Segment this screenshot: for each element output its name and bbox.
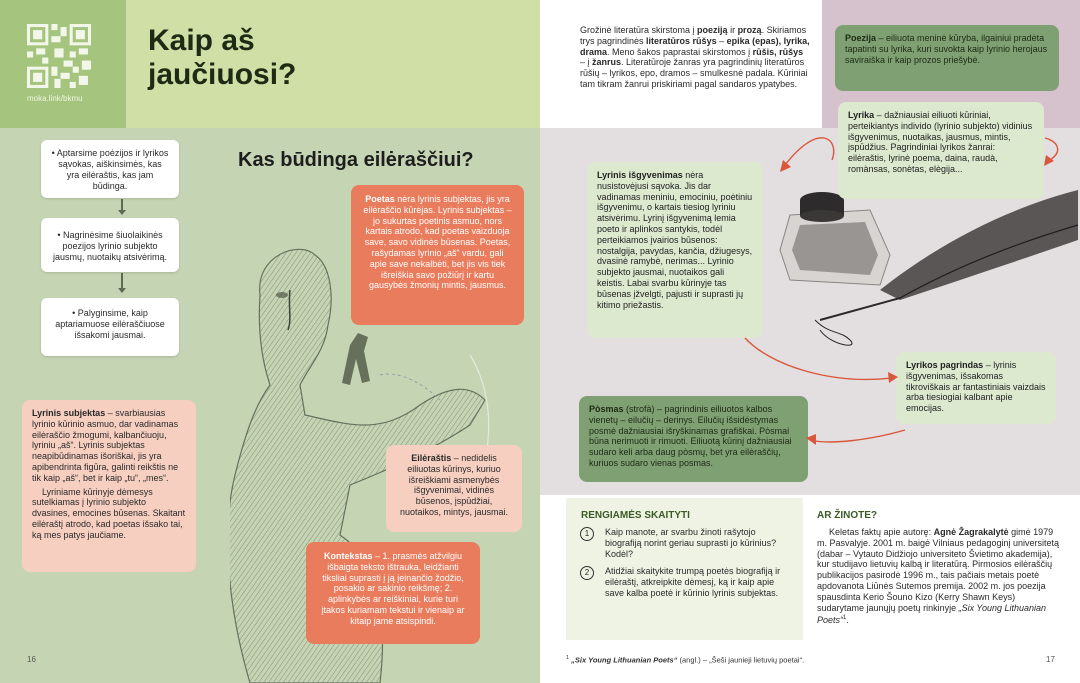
section-subtitle: Kas būdinga eilėraščiui? bbox=[238, 149, 474, 171]
lyrinis-isgyvenimas-card: Lyrinis išgyvenimas nėra nusistovėjusi sąvoka. Jis dar vadinamas meniniu, emociniu, poėtiniu išgyvenimu, o kartais tiesiog lyriniu atsivėrimu. Lyrinį išgyvenimą lemia poeto ir aplinkos santykis, todėl perteikiamos įvairios būsenos: nostalgija, pavydas, kančia, džiugesys, dvasinė ramybė, nerimas... Lyrinio subjekto jausmai, nuotaikos gali keistis. Labai svarbu kūrinyje tas būsenas įžvelgti, pajusti ir suprasti jų kitimo priežastis. bbox=[587, 162, 763, 338]
intro-paragraph: Grožinė literatūra skirstoma į poeziją ir prozą. Skiriamos trys pagrindinės literatūros rūšys – epika (epas), lyrika, drama. Meno šakos paprastai skirstomos į rūšis, rūšys – į žanrus. Literatūroje žanras yra pagrindinių literatūros rūšių – lyrikos, epo, dramos – smulkesnė padala. Kūriniai tam tikram žanrui priskiriami pagal sandaros ypatybes. bbox=[580, 25, 810, 89]
arrow-to-pagrindas bbox=[745, 338, 892, 379]
ar-zinote-text: Keletas faktų apie autorę: Agnė Žagrakalytė gimė 1979 m. Pasvalyje. 2001 m. baigė Vilniaus pedagoginį universitetą (dabar – Vytauto Didžiojo universiteto Švietimo akademija), kur studijavo lietuvių kalbą ir literatūrą. Pirmosios eilėraščių publikacijos pasirodė 1996 m., tais pačiais metais poetė apdovanota Liūnės Sutemos premija. 2002 m. jos poezija spausdinta Kerio Šouno Kizo (Kerry Shawn Keys) sudarytame jaunųjų poetų rinkinyje „Six Young Lithuanian Poets“$^1$. bbox=[817, 527, 1059, 626]
question-2-text: Atidžiai skaitykite trumpą poetės biografiją ir eilėraštį, atkreipkite dėmesį, ką ir kaip apie save kalba poetė ir kūrinio lyrinis subjektas. bbox=[605, 566, 781, 598]
goal-box-2: • Nagrinėsime šiuolaikinės poezijos lyrinio subjekto jausmų, nuotaikų atsivėrimą. bbox=[41, 218, 179, 272]
arrowhead-icon bbox=[118, 210, 126, 215]
question-1-text: Kaip manote, ar svarbu žinoti rašytojo biografiją norint geriau suprasti jo kūrinius? Kodėl? bbox=[605, 527, 777, 559]
page-number-right: 17 bbox=[1046, 655, 1055, 664]
goal-box-3: • Palyginsime, kaip aptariamuose eilėraščiuose išsakomi jausmai. bbox=[41, 298, 179, 356]
lyrikos-pagrindas-card: Lyrikos pagrindas – lyrinis išgyvenimas, išsakomas tikroviškais ar fantastiniais vaizdais arba tiesiogiai kalbant apie emocijas. bbox=[896, 352, 1056, 424]
question-number-1: 1 bbox=[580, 527, 594, 541]
arrowhead-icon bbox=[888, 372, 898, 383]
lyrinis-subjektas-paragraph-2: Lyriniame kūrinyje dėmesys sutelkiamas į lyrinio subjekto dvasines, emocines būsenas. Skaitant eilėraštį atrodo, kad poetas išsako tai, ką mes patys jaučiame. bbox=[32, 486, 186, 540]
eilerastis-card: Eilėraštis – nedidelis eiliuotas kūrinys, kuriuo išreiškiami asmenybės išgyvenimai, vidinės būsenos, įspūdžiai, nuotaikos, mintys, jausmai. bbox=[386, 445, 522, 532]
arrowhead-icon bbox=[806, 434, 816, 445]
posmas-card: Pòsmas (strofà) – pagrindinis eiliuotos kalbos vienetų – eilučių – derinys. Eilučių išsidėstymas posmė dažniausiai išryškinamas grafiškai. Pòsmai būna nerimuoti ir rimuoti. Eiliuotą kūrinį dažniausiai sudaro keli arba daug pòsmų, bet yra eilėraščių, kuriuos sudaro vienas posmas. bbox=[579, 396, 808, 482]
arrowhead-icon bbox=[118, 288, 126, 293]
qr-code-icon[interactable] bbox=[27, 24, 91, 88]
page-number-left: 16 bbox=[27, 655, 36, 664]
page-title: Kaip aš jaučiuosi? bbox=[148, 24, 297, 91]
qr-link-text[interactable]: mokа.link/bkmu bbox=[27, 94, 83, 103]
poetas-definition-card: Poetas nėra lyrinis subjektas, jis yra eilėraščio kūrėjas. Lyrinis subjektas – jo sukurtas poetinis asmuo, nors kartais atrodo, kad poetas vaizduoja save, savo vidinės būsenas. Poetas, rašydamas lyrinio „aš“ vardu, gali apie save nekalbėti, bet jis vis tiek išreiškia savo požiūrį ir kartu gausybės žmonių mintis, jausmus. bbox=[351, 185, 524, 325]
question-number-2: 2 bbox=[580, 566, 594, 580]
arrow-down-icon bbox=[121, 273, 123, 288]
arrowhead-icon bbox=[780, 160, 791, 172]
connector-arrows bbox=[540, 0, 1080, 495]
rengiames-title: RENGIAMĖS SKAITYTI bbox=[581, 510, 690, 521]
kontekstas-card: Kontekstas – 1. prasmės atžvilgiu išbaigta teksto ištrauka, leidžianti tiksliai suprasti į ją įeinančio žodžio, posakio ar sakinio reikšmę; 2. aplinkybės ar reiškiniai, kurie turi įtakos kuriamam tekstui ir vienaip ar kitaip jame atsispindi. bbox=[306, 542, 480, 644]
lyrika-card: Lyrika – dažniausiai eiliuoti kūriniai, perteikiantys individo (lyrinio subjekto) vidinius išgyvenimus, nuotaikas, jausmus, mintis, įspūdžius. Pagrindiniai lyrikos žanrai: eilėraštis, lyrinė poema, daina, raudà, romànsas, sonètas, elègija... bbox=[838, 102, 1044, 199]
arrow-to-posmas bbox=[810, 430, 905, 442]
arrowhead-icon bbox=[1044, 155, 1054, 166]
goal-box-1: • Aptarsime poėzijos ir lyrikos sąvokas, aiškinsimės, kas yra eilėraštis, kas jam būdinga. bbox=[41, 140, 179, 198]
poezija-card: Poezija – eiliuota meninė kūryba, ilgainiui pradėta tapatinti su lyrika, kuri suvokta kaip lyrinio herojaus saviraiška ir kaip prozos priešybė. bbox=[835, 25, 1059, 91]
arrow-to-isgyvenimas bbox=[785, 138, 834, 165]
footnote: $^1$ „Six Young Lithuanian Poets“ (angl.) – „Šeši jaunieji lietuvių poetai“. bbox=[566, 655, 805, 665]
lyrinis-subjektas-card: Lyrinis subjektas – svarbiausias lyrinio kūrinio asmuo, dar vadinamas eilėraščio žmogumi, kalbančiuoju, lyriniu „aš“. Lyrinis subjektas neapibūdinamas išoriškai, jis yra apibendrinta figūra, galinti reikštis ne tik kaip „aš“, bet ir kaip „tu“, „mes“. Lyriniame kūrinyje dėmesys sutelkiamas į lyrinio subjekto dvasines, emocines būsenas. Skaitant eilėraštį atrodo, kad poetas išsako tai, ką mes patys jaučiame. bbox=[22, 400, 196, 572]
ar-zinote-title: AR ŽINOTE? bbox=[817, 510, 877, 521]
